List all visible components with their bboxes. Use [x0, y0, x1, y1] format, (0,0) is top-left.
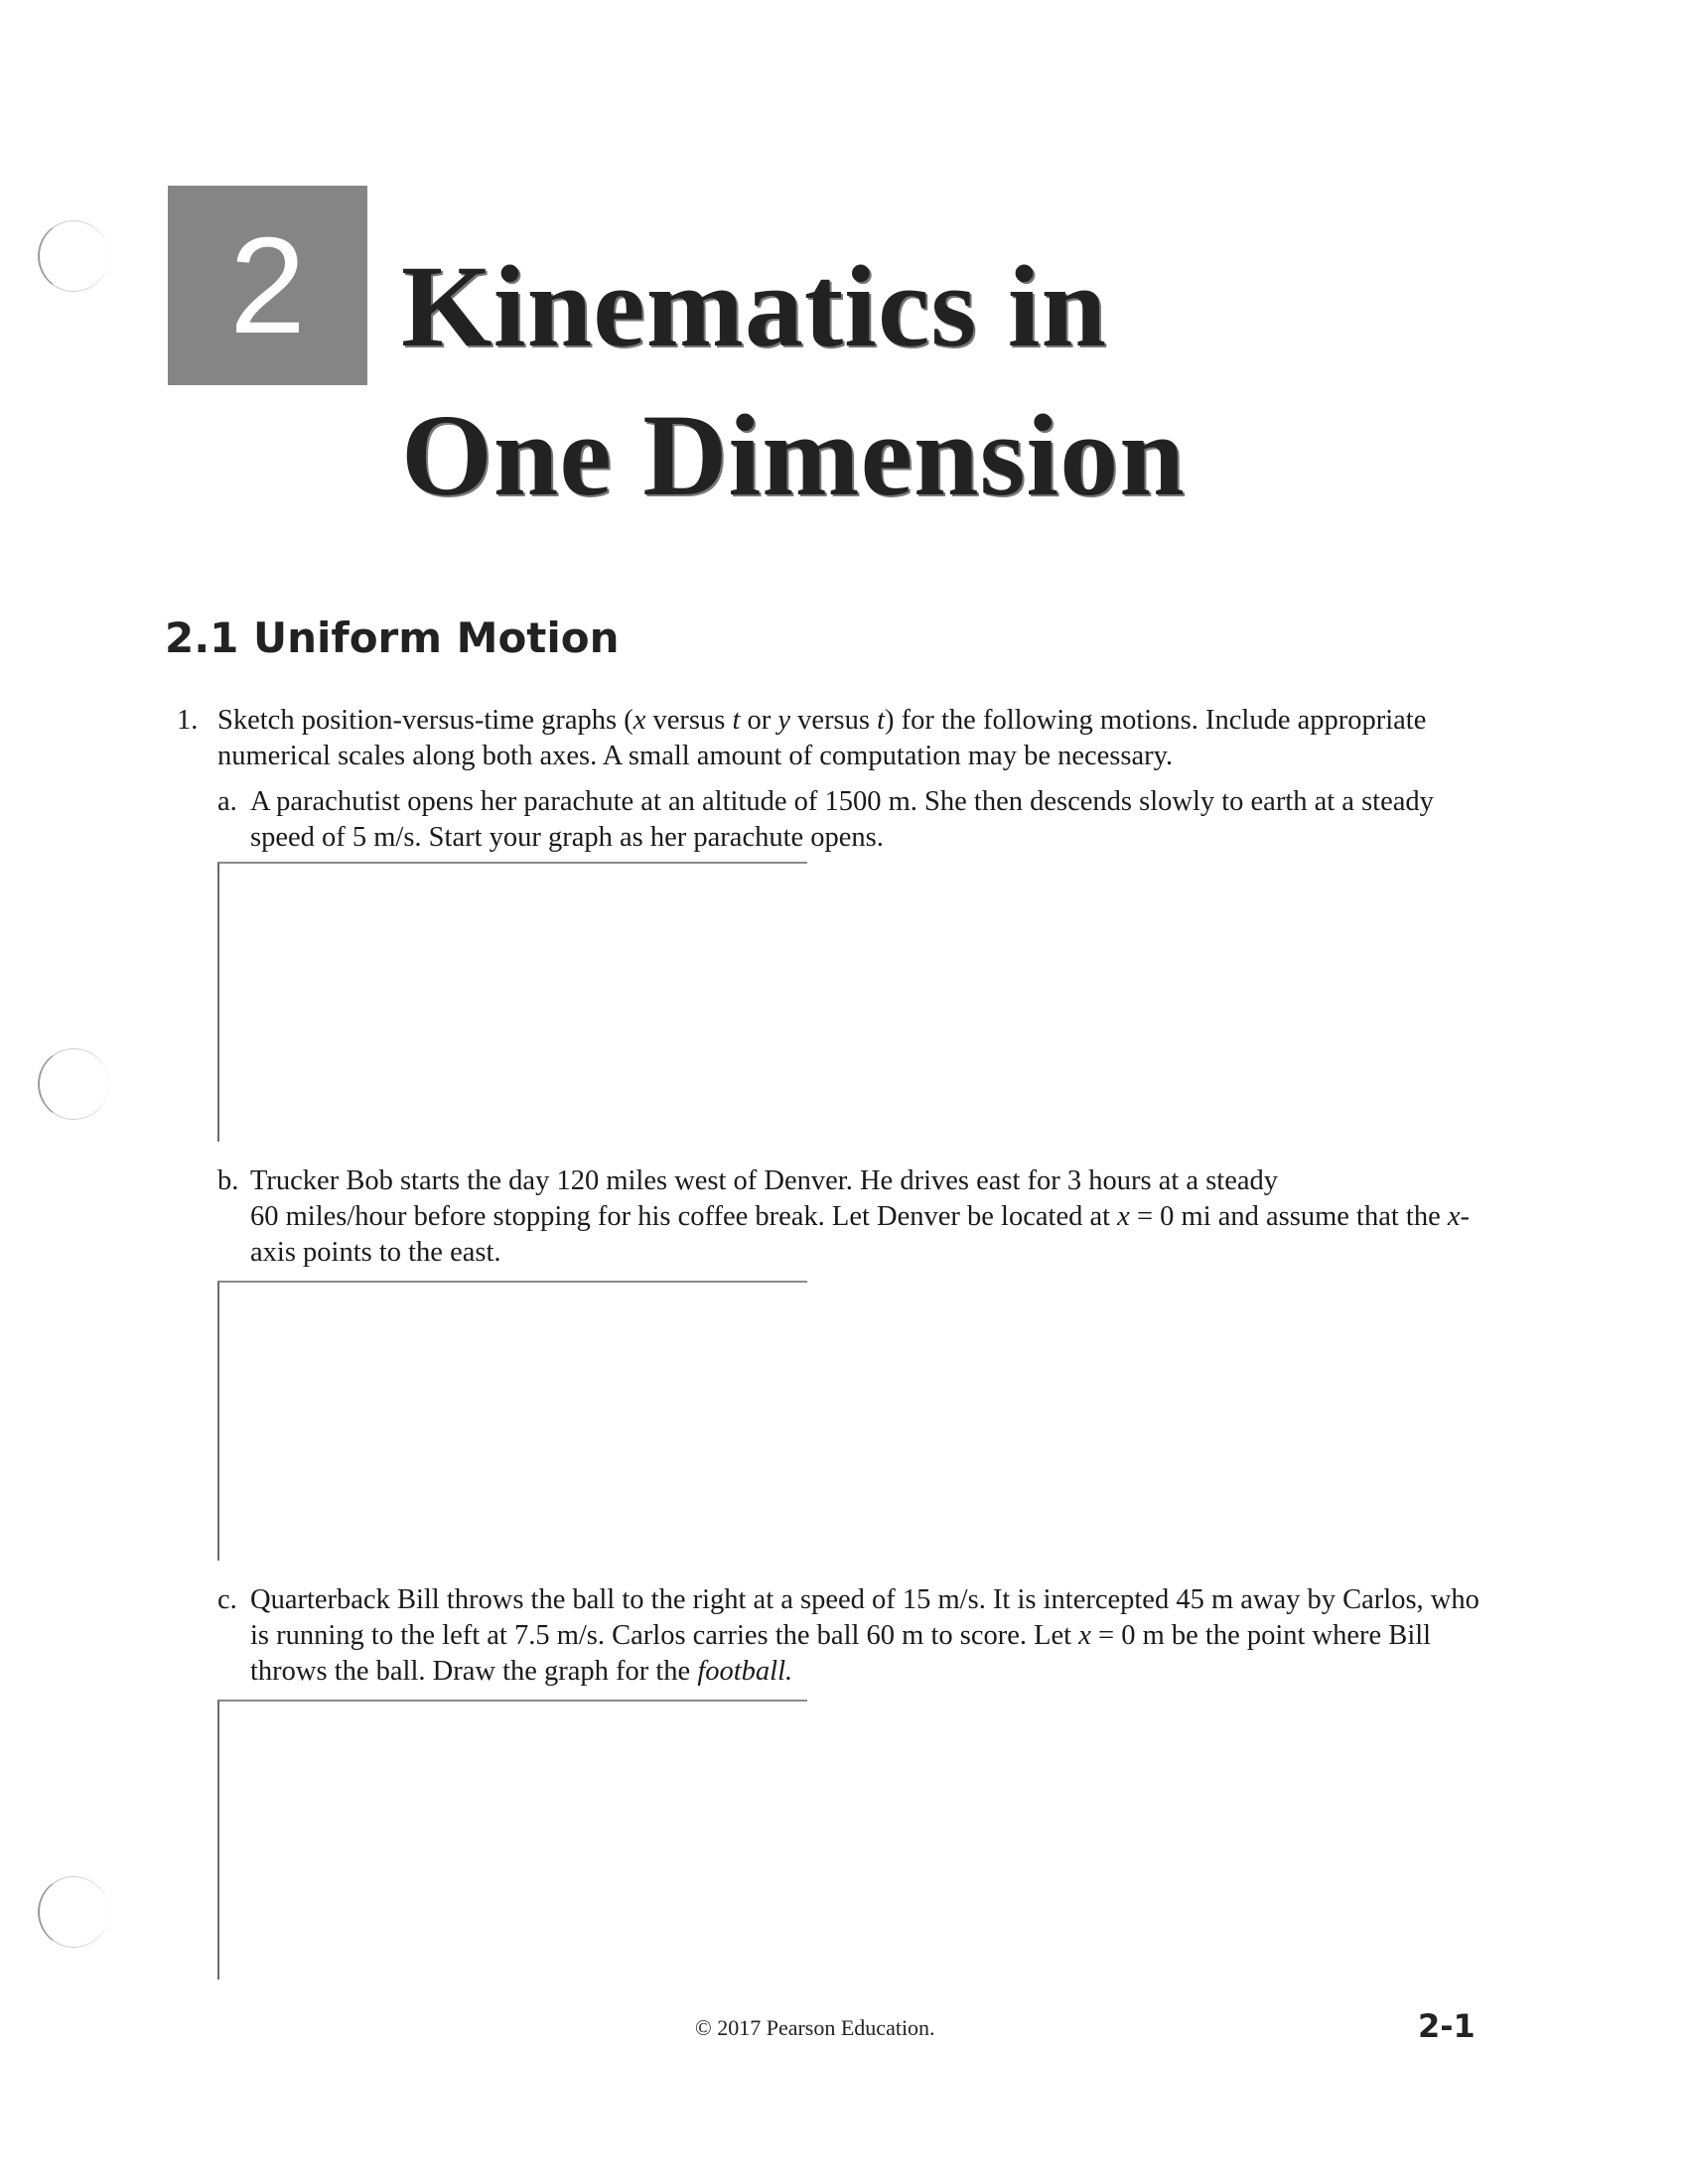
footer-page-number: 2-1 — [1418, 2007, 1476, 2045]
section-heading: 2.1 Uniform Motion — [165, 614, 620, 662]
part-b-letter: b. — [217, 1165, 239, 1196]
part-c-letter: c. — [217, 1584, 237, 1615]
graph-area-b[interactable] — [217, 1281, 807, 1561]
part-a-letter: a. — [217, 786, 237, 817]
part-b-text: Trucker Bob starts the day 120 miles west of Denver. He drives east for 3 hours at a steady 60 miles/hour before stopping for his coffee break. Let Denver be located at x = 0 mi and assume that the x-axis points to the east. — [250, 1165, 1470, 1268]
graph-area-c[interactable] — [217, 1700, 807, 1979]
chapter-number: 2 — [229, 208, 306, 362]
question-text: Sketch position-versus-time graphs (x versus t or y versus t) for the following motions. Include appropriate numerical scales along both axes. A small amount of computation may be necessary. — [217, 705, 1427, 771]
question-number: 1. — [177, 705, 199, 736]
footer-copyright: © 2017 Pearson Education. — [695, 2015, 935, 2040]
chapter-number-box — [168, 186, 367, 385]
graph-area-a[interactable] — [217, 862, 807, 1142]
binder-hole-middle — [38, 1048, 109, 1120]
chapter-title-line1: Kinematics in — [401, 241, 1108, 371]
binder-hole-top — [38, 220, 109, 292]
binder-hole-bottom — [38, 1876, 109, 1948]
part-a-text: A parachutist opens her parachute at an altitude of 1500 m. She then descends slowly to earth at a steady speed of 5 m/s. Start your graph as her parachute opens. — [250, 786, 1434, 853]
part-c-text: Quarterback Bill throws the ball to the right at a speed of 15 m/s. It is intercepted 45 m away by Carlos, who is running to the left at 7.5 m/s. Carlos carries the ball 60 m to score. Let x = 0 m be the point where Bill throws the ball. Draw the graph for the football. — [250, 1584, 1479, 1687]
chapter-title-line2: One Dimension — [401, 390, 1186, 520]
